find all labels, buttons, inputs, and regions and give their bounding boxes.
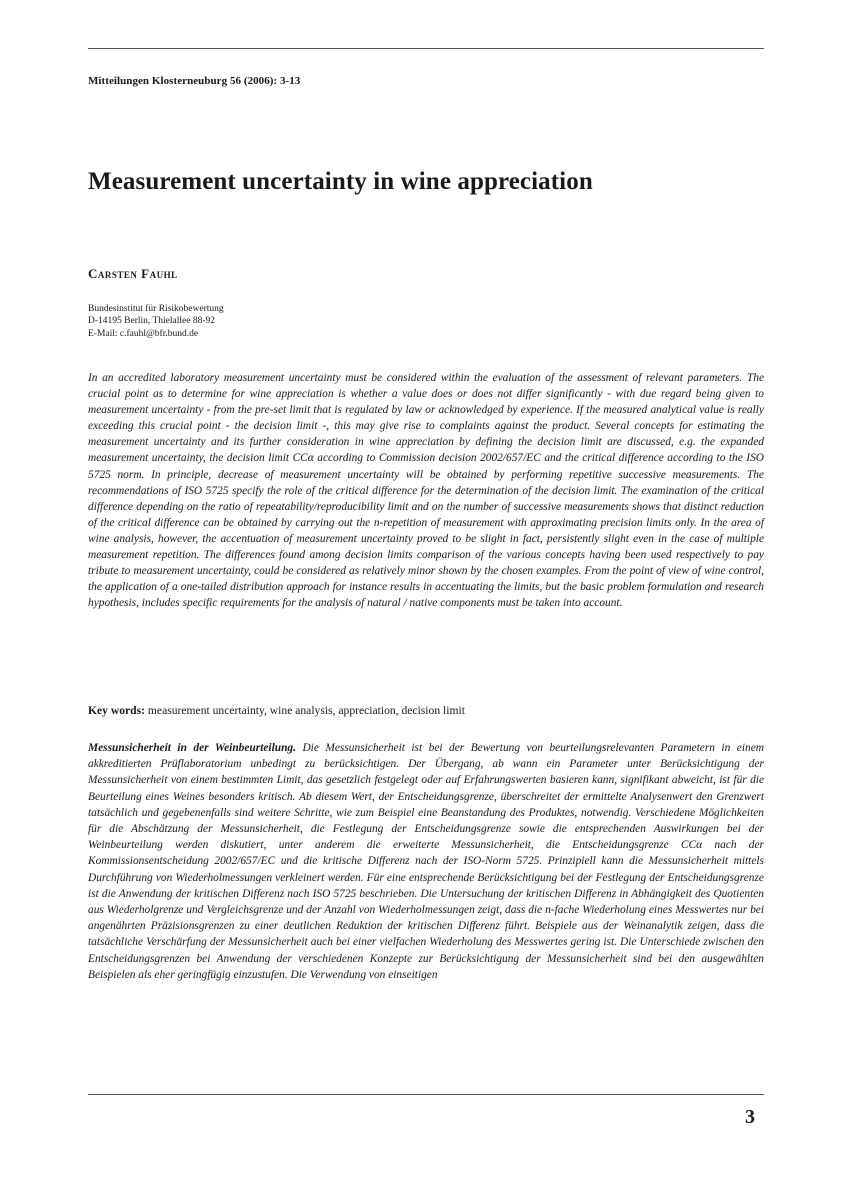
- affiliation-address: D-14195 Berlin, Thielallee 88-92: [88, 316, 215, 327]
- german-abstract: [88, 740, 764, 983]
- page-number: 3: [745, 1106, 755, 1128]
- top-rule: [88, 48, 764, 49]
- journal-citation: Mitteilungen Klosterneuburg 56 (2006): 3-13: [88, 75, 301, 87]
- article-title: Measurement uncertainty in wine appreciation: [88, 168, 593, 195]
- keywords-label: Key words:: [88, 704, 145, 717]
- german-abstract-text: Die Messunsicherheit ist bei der Bewertung von beurteilungsrelevanten Parametern in einem akkreditierten Prüflaboratorium unbedingt zu berücksichtigen. Der Übergang, ab wann ein Parameter unter Berücksichtigung der Messunsicherheit von einem bestimmten Limit, das gesetzlich festgelegt oder auf Erfahrungswerten basieren kann, signifikant abweicht, ist für die Beurteilung eines Weines besonders kritisch. Ab diesem Wert, der Entscheidungsgrenze, überschreitet der ermittelte Analysenwert den Grenzwert tatsächlich und gegebenenfalls sind weitere Schritte, wie zum Beispiel eine Beanstandung des Produktes, notwendig. Verschiedene Möglichkeiten für die Abschätzung der Messunsicherheit, die Festlegung der Entscheidungsgrenze sowie die entsprechenden Auswirkungen bei der Weinbeurteilung werden diskutiert, unter anderem die erweiterte Messunsicherheit, die Entscheidungsgrenze CCα nach der Kommissionsentscheidung 2002/657/EC und die kritische Differenz nach der ISO-Norm 5725. Prinzipiell kann die Messunsicherheit mittels Durchführung von Wiederholmessungen verkleinert werden. Für eine entsprechende Berücksichtigung bei der Festlegung der Entscheidungsgrenze ist die Anwendung der kritischen Differenz nach ISO 5725 beschrieben. Die Untersuchung der kritischen Differenz in Abhängigkeit des Quotienten aus Wiederholgrenze und Vergleichsgrenze und der Anzahl von Wiederholmessungen zeigt, dass die n-fache Wiederholung eines Messwertes nur bei angenährten Präzisionsgrenzen zu einer deutlichen Reduktion der kritischen Differenz führt. Beispiele aus der Weinanalytik zeigen, dass die tatsächliche Verschärfung der Messunsicherheit auch bei einer vielfachen Wiederholung des Messwertes gering ist. Die Unterschiede zwischen den Entscheidungsgrenzen bei Anwendung der verschiedenen Konzepte zur Berücksichtigung der Messunsicherheit sind bei den ausgewählten Beispielen als eher geringfügig einzustufen. Die Verwendung von einseitigen: [88, 742, 764, 981]
- author-name: Carsten Fauhl: [88, 266, 178, 281]
- author-affiliation: [88, 303, 224, 340]
- keywords: [88, 703, 764, 719]
- keywords-text: measurement uncertainty, wine analysis, appreciation, decision limit: [147, 704, 465, 717]
- affiliation-email: E-Mail: c.fauhl@bfr.bund.de: [88, 328, 199, 339]
- affiliation-institute: Bundesinstitut für Risikobewertung: [88, 304, 224, 314]
- english-abstract: In an accredited laboratory measurement uncertainty must be considered within the evaluation of the assessment of relevant parameters. The crucial point as to determine for wine appreciation is whether a value does or does not differ significantly - with due regard being given to measurement uncertainty - from the pre-set limit that is regulated by law or acknowledged by experience. If the measured analytical value is really exceeding this crucial point - the decision limit -, this may give rise to complaints against the product. Several concepts for estimating the measurement uncertainty and its further consideration in wine appreciation by defining the decision limit are discussed, e.g. the expanded measurement uncertainty, the decision limit CCα according to Commission decision 2002/657/EC and the critical difference according to the ISO 5725 norm. In principle, decrease of measurement uncertainty will be obtained by performing repetitive successive measurements. The recommendations of ISO 5725 specify the role of the critical difference for the determination of the decision limit. The examination of the critical difference depending on the ratio of repeatability/reproducibility limit and on the number of successive measurements shows that distinct reduction of the critical difference can be obtained by carrying out the n-repetition of measurement with approximating precision limits only. In the area of wine analysis, however, the accentuation of measurement uncertainty proved to be slight in fact, persistently slight even in the case of multiple measurement repetition. The differences found among decision limits comparison of the various concepts having been used respectively to pay tribute to measurement uncertainty, could be considered as relatively minor shown by the chosen examples. From the point of view of wine control, the application of a one-tailed distribution approach for instance results in accentuating the limits, but the basic problem formulation and research hypothesis, includes specific requirements for the analysis of natural / native components must be taken into account.: [88, 372, 764, 610]
- german-abstract-heading: Messunsicherheit in der Weinbeurteilung.: [88, 742, 296, 754]
- bottom-rule: [88, 1094, 764, 1095]
